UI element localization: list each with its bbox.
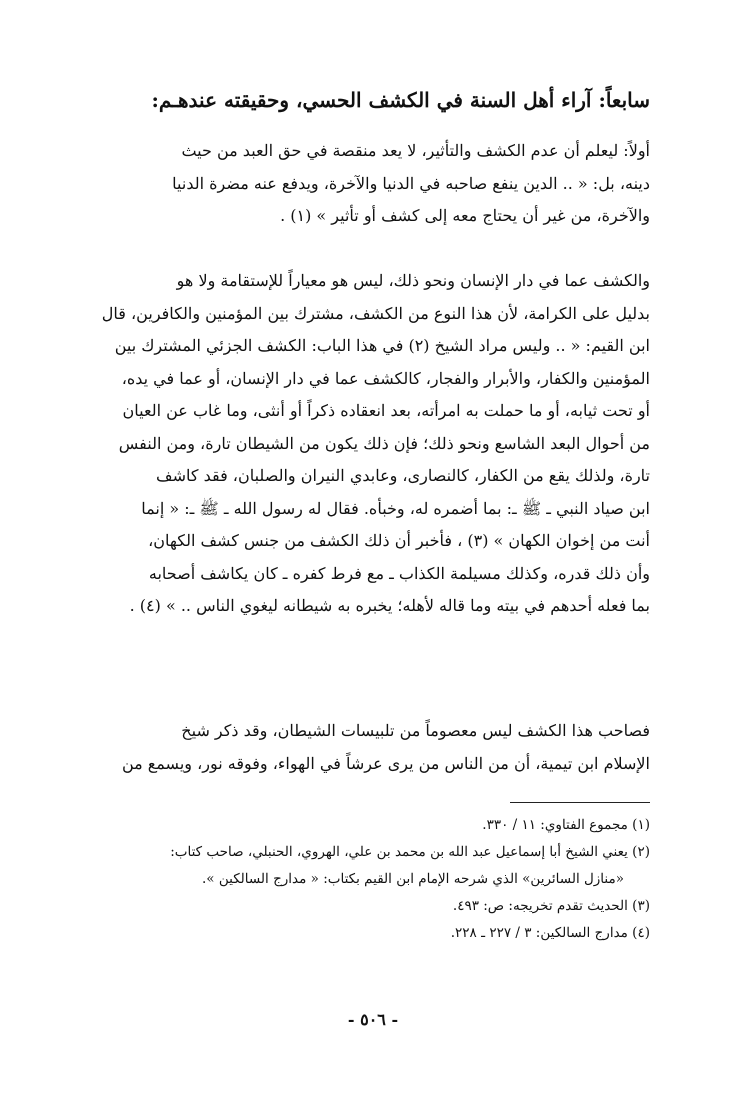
footnote-1: (١) مجموع الفتاوي: ١١ / ٣٣٠.	[482, 817, 650, 833]
text-line: والكشف عما في دار الإنسان ونحو ذلك، ليس هو معياراً للإستقامة ولا هو	[176, 271, 650, 290]
text-line: فصاحب هذا الكشف ليس معصوماً من تلبيسات الشيطان، وقد ذكر شيخ	[181, 721, 650, 740]
section-heading: سابعاً: آراء أهل السنة في الكشف الحسي، وحقيقته عندهـم:	[151, 88, 650, 112]
text-line: من أحوال البعد الشاسع ونحو ذلك؛ فإن ذلك يكون من الشيطان تارة، ومن النفس	[118, 433, 650, 453]
text-line: تارة، ولذلك يقع من الكفار، كالنصارى، وعابدي النيران والصلبان، فقد كاشف	[156, 466, 650, 485]
footnote-3: (٣) الحديث تقدم تخريجه: ص: ٤٩٣.	[452, 898, 650, 914]
footnote-2-continuation: «منازل السائرين» الذي شرحه الإمام ابن القيم بكتاب: « مدارج السالكين ».	[202, 871, 624, 887]
text-line: وأن ذلك قدره، وكذلك مسيلمة الكذاب ـ مع فرط كفره ـ كان يكاشف أصحابه	[148, 563, 650, 583]
text-line: والآخرة، من غير أن يحتاج معه إلى كشف أو تأثير » (١) .	[280, 206, 650, 225]
text-line: ابن القيم: « .. وليس مراد الشيخ (٢) في هذا الباب: الكشف الجزئي المشترك بين	[114, 336, 650, 355]
footnote-separator	[510, 802, 650, 803]
footnote-4: (٤) مدارج السالكين: ٣ / ٢٢٧ ـ ٢٢٨.	[450, 925, 650, 941]
text-line: أنت من إخوان الكهان » (٣) ، فأخبر أن ذلك الكشف من جنس كشف الكهان،	[148, 531, 650, 550]
footnotes	[70, 812, 650, 947]
text-line: دينه، بل: « .. الدين ينفع صاحبه في الدنيا والآخرة، ويدفع عنه مضرة الدنيا	[172, 173, 650, 193]
footnote-2: (٢) يعني الشيخ أبا إسماعيل عبد الله بن محمد بن علي، الهروي، الحنبلي، صاحب كتاب:	[170, 844, 650, 860]
text-line: الإسلام ابن تيمية، أن من الناس من يرى عرشاً في الهواء، وفوقه نور، ويسمع من	[121, 753, 650, 773]
paragraph-2	[70, 265, 650, 623]
paragraph-1	[70, 135, 650, 233]
page-number: - ٥٠٦ -	[347, 1010, 399, 1029]
text-line: المؤمنين والكفار، والأبرار والفجار، كالكشف عما في دار الإنسان، أو عما في يده،	[121, 368, 650, 388]
text-line: بدليل على الكرامة، لأن هذا النوع من الكشف، مشترك بين المؤمنين والكافرين، قال	[101, 303, 650, 323]
text-line: بما فعله أحدهم في بيته وما قاله لأهله؛ يخبره به شيطانه ليغوي الناس .. » (٤) .	[129, 596, 650, 615]
paragraph-3	[70, 715, 650, 780]
text-line: أولاً: ليعلم أن عدم الكشف والتأثير، لا يعد منقصة في حق العبد من حيث	[181, 141, 650, 160]
text-line: ابن صياد النبي ـ ﷺ ـ: بما أضمره له، وخبأه. فقال له رسول الله ـ ﷺ ـ: « إنما	[141, 498, 650, 518]
text-line: أو تحت ثيابه، أو ما حملت به امرأته، بعد انعقاده ذكراً أو أنثى، وما غاب عن العيان	[122, 401, 650, 420]
